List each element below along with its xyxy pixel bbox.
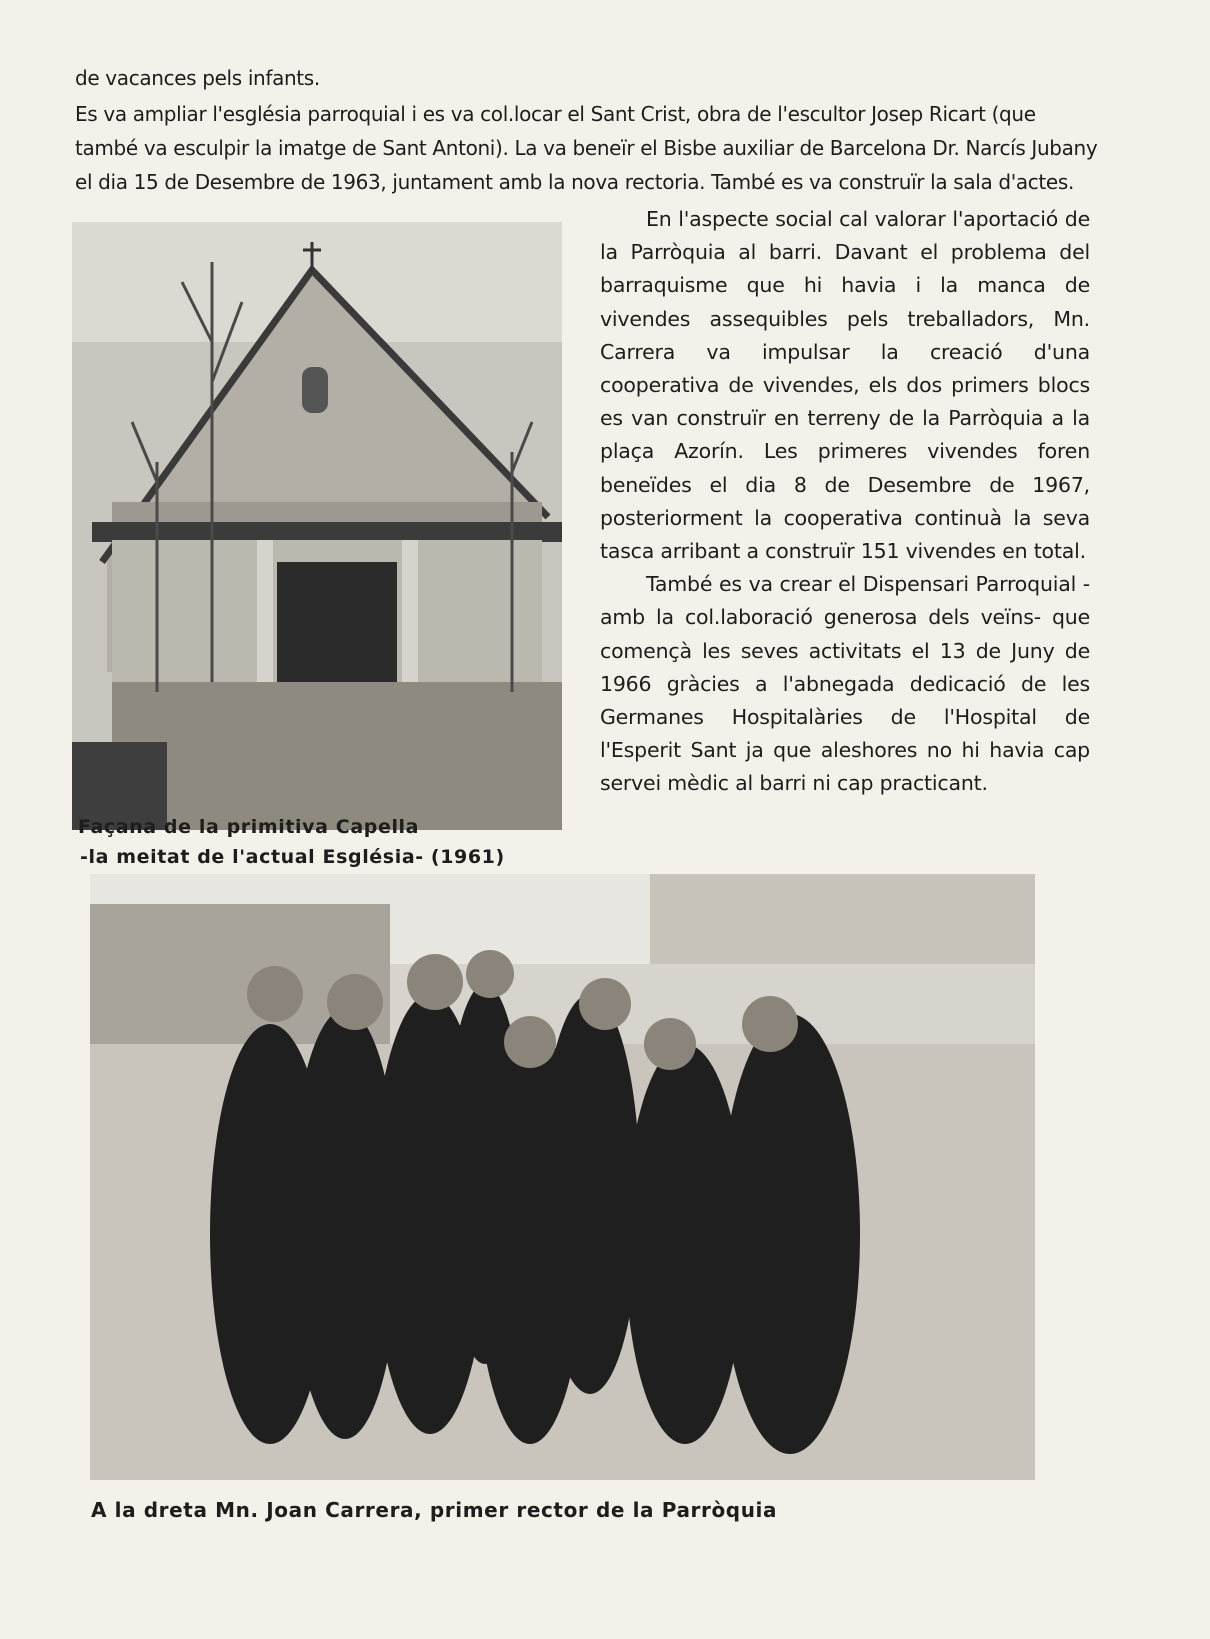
text-column — [600, 203, 1090, 801]
paragraph-cooperative: En l'aspecte social cal valorar l'aportació de la Parròquia al barri. Davant el problema del barraquisme que hi havia i la manca de vivendes assequibles pels treballadors, Mn. Carrera va impulsar la creació d'una cooperativa de vivendes, els dos primers blocs es van construïr en terreny de la Parròquia a la plaça Azorín. Les primeres vivendes foren beneïdes el dia 8 de Desembre de 1967, posteriorment la cooperativa continuà la seva tasca arribant a construïr 151 vivendes en total. — [600, 207, 1090, 564]
chapel-caption-line-1: Façana de la primitiva Capella — [78, 816, 420, 838]
chapel-facade-photo — [72, 222, 562, 830]
intro-line-3: també va esculpir la imatge de Sant Antoni). La va beneïr el Bisbe auxiliar de Barcelona Dr. Narcís Jubany — [75, 136, 1098, 160]
chapel-caption-line-2: -la meitat de l'actual Església- (1961) — [80, 846, 505, 868]
intro-line-2: Es va ampliar l'església parroquial i es va col.locar el Sant Crist, obra de l'escultor Josep Ricart (que — [75, 102, 1036, 126]
group-caption: A la dreta Mn. Joan Carrera, primer rector de la Parròquia — [91, 1498, 778, 1522]
intro-line-1: de vacances pels infants. — [75, 66, 320, 90]
intro-line-4: el dia 15 de Desembre de 1963, juntament amb la nova rectoria. També es va construïr la sala d'actes. — [75, 170, 1074, 194]
group-portrait-photo — [90, 874, 1035, 1480]
paragraph-dispensary: També es va crear el Dispensari Parroquial -amb la col.laboració generosa dels veïns- que començà les seves activitats el 13 de Juny de 1966 gràcies a l'abnegada dedicació de les Germanes Hospitalàries de l'Hospital de l'Esperit Sant ja que aleshores no hi havia cap servei mèdic al barri ni cap practicant. — [600, 572, 1090, 796]
